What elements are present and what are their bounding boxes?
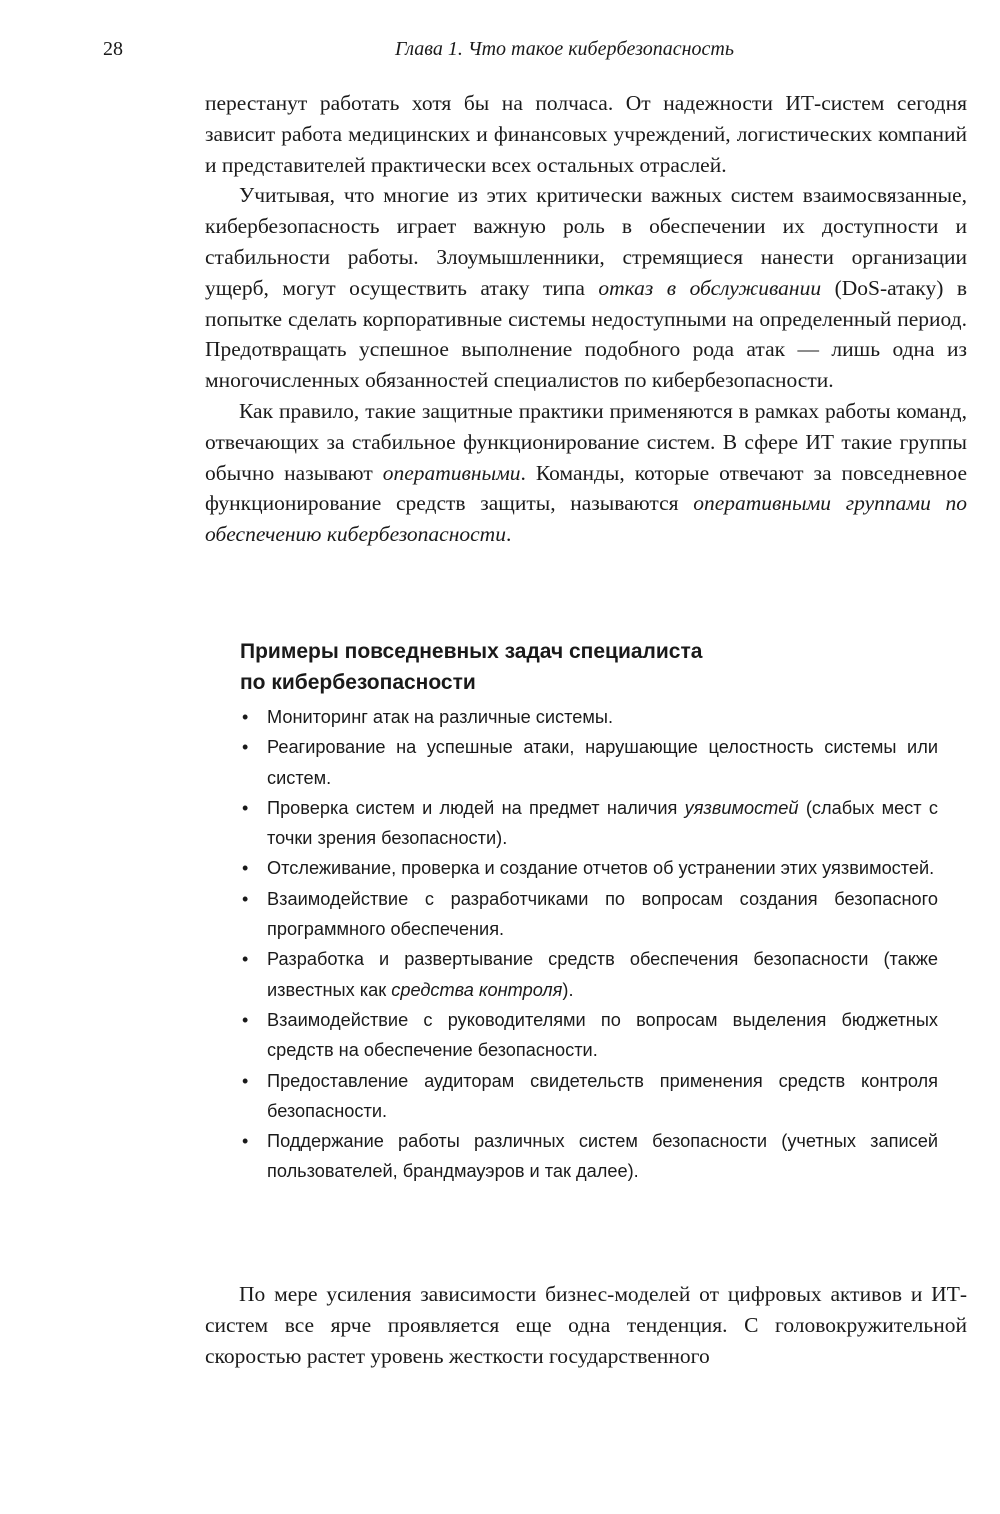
paragraph-2-text-a: Учитывая, что многие из этих критически важных систем взаимосвязанные, кибербезопасность играет важную роль в обеспечении их доступности и стабильности работы. Злоумышленники, стремящиеся нанести организации ущерб, могут осуществить атаку типа <box>205 183 967 300</box>
list-item <box>240 793 938 854</box>
bullet-icon: • <box>242 949 249 970</box>
bullet-icon: • <box>242 707 249 727</box>
running-head <box>103 34 970 64</box>
list-item-text-a: Разработка и развертывание средств обеспечения безопасности (также известных как <box>267 949 938 1000</box>
bullet-icon: • <box>242 888 249 909</box>
list-item <box>240 884 938 945</box>
task-list <box>240 702 938 1187</box>
paragraph-3-text-c: . <box>505 522 512 547</box>
list-item <box>240 944 938 1005</box>
closing-text <box>205 1279 967 1371</box>
sidebar-box <box>240 636 938 1187</box>
list-item <box>240 853 938 883</box>
term-dos: отказ в обслуживании <box>598 275 822 300</box>
list-item <box>240 1005 938 1066</box>
intro-text <box>205 88 967 550</box>
list-item-text-a: Проверка систем и людей на предмет наличия <box>267 797 685 818</box>
bullet-icon: • <box>242 737 249 758</box>
list-item-text-b: ). <box>562 979 574 1000</box>
list-item-text: Реагирование на успешные атаки, нарушающие целостность системы или систем. <box>267 737 938 788</box>
list-item-text: Взаимодействие с разработчиками по вопросам создания безопасного программного обеспечения. <box>267 888 938 940</box>
list-item-text: Мониторинг атак на различные системы. <box>267 707 614 727</box>
page-number: 28 <box>103 38 123 60</box>
list-item-text: Поддержание работы различных систем безопасности (учетных записей пользователей, брандмауэров и так далее). <box>267 1131 938 1182</box>
paragraph-3-text-a: Как правило, такие защитные практики применяются в рамках работы команд, отвечающих за стабильное функционирование систем. В сфере ИТ такие группы обычно называют <box>205 398 967 485</box>
list-item <box>240 1066 938 1127</box>
list-item-text-b: (слабых мест с точки зрения безопасности). <box>267 797 938 849</box>
bullet-icon: • <box>242 1070 249 1091</box>
list-item <box>240 702 938 732</box>
list-item-text: Предоставление аудиторам свидетельств применения средств контроля безопасности. <box>267 1070 938 1121</box>
list-item-text: Взаимодействие с руководителями по вопросам выделения бюджетных средств на обеспечение безопасности. <box>267 1009 938 1061</box>
term-security-ops: оперативными группами по обеспечению кибербезопасности <box>205 491 967 547</box>
paragraph-4: По мере усиления зависимости бизнес-моделей от цифровых активов и ИТ-систем все ярче проявляется еще одна тенденция. С головокружительной скоростью растет уровень жесткости государственного <box>205 1282 967 1368</box>
sidebar-title-line-2: по кибербезопасности <box>240 671 476 694</box>
paragraph-3 <box>205 396 967 550</box>
paragraph-2-text-b: (DoS-атаку) в попытке сделать корпоративные системы недоступными на определенный период. Предотвращать успешное выполнение подобного рода атак — лишь одна из многочисленных обязанностей специалистов по кибербезопасности. <box>205 275 967 393</box>
sidebar-title <box>240 636 938 698</box>
term-vulnerabilities: уязвимостей <box>684 797 799 818</box>
bullet-icon: • <box>242 1009 249 1030</box>
term-controls: средства контроля <box>391 979 563 1000</box>
sidebar-title-line-1: Примеры повседневных задач специалиста <box>240 640 703 663</box>
running-title: Глава 1. Что такое кибербезопасность <box>395 38 734 60</box>
bullet-icon: • <box>242 858 249 879</box>
paragraph-3-text-b: . Команды, которые отвечают за повседневное функционирование средств защиты, называются <box>205 460 967 516</box>
list-item <box>240 732 938 793</box>
list-item-text: Отслеживание, проверка и создание отчетов об устранении этих уязвимостей. <box>267 858 935 879</box>
list-item <box>240 1126 938 1187</box>
bullet-icon: • <box>242 797 249 818</box>
bullet-icon: • <box>242 1131 249 1152</box>
term-operational: оперативными <box>382 460 521 485</box>
paragraph-1: перестанут работать хотя бы на полчаса. От надежности ИТ-систем сегодня зависит работа медицинских и финансовых учреждений, логистических компаний и представителей практически всех остальных отраслей. <box>205 91 967 177</box>
paragraph-2 <box>205 180 967 396</box>
